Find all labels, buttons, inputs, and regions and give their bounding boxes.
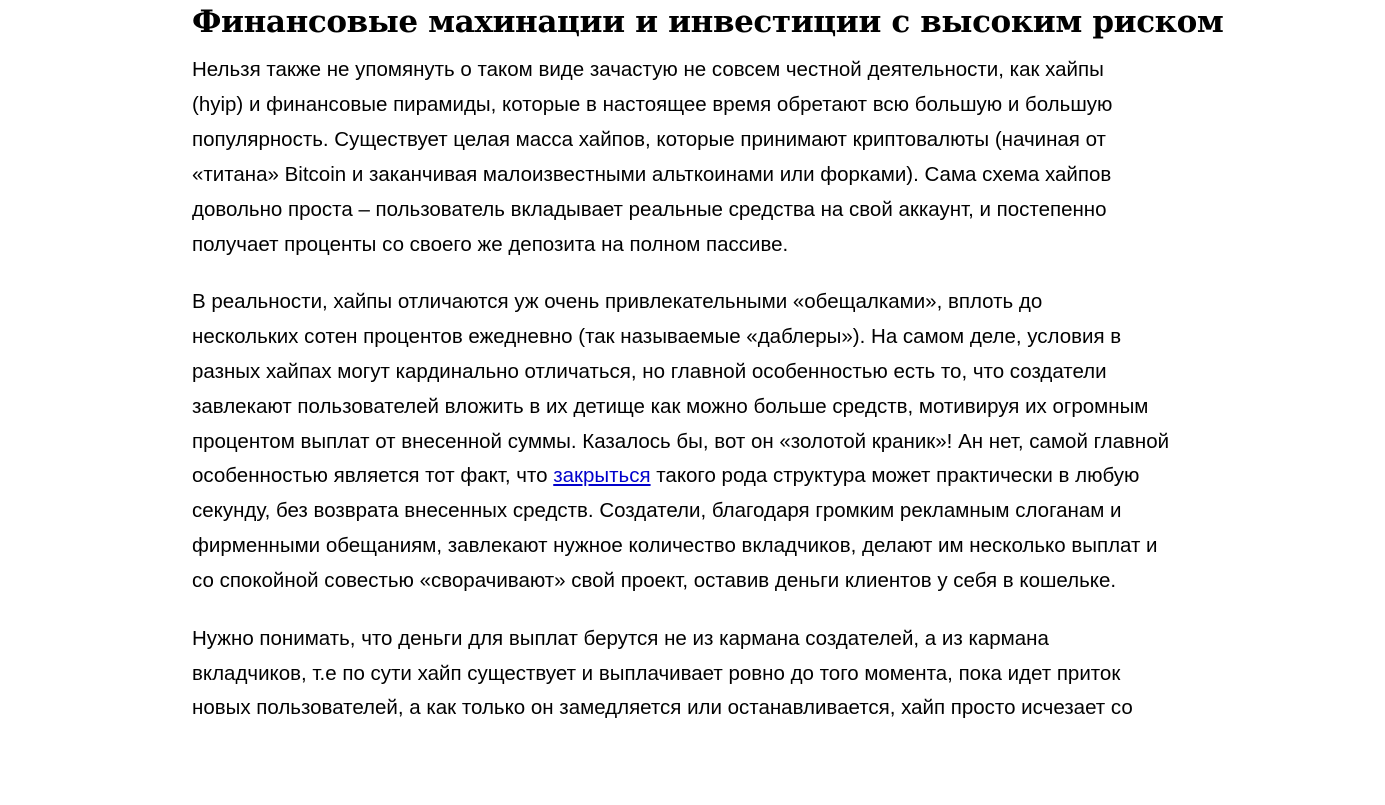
link-line-before: особенностью является тот факт, что	[192, 464, 554, 488]
paragraph-line: вкладчиков, т.е по сути хайп существует и выплачивает ровно до того момента, пока идет приток	[192, 661, 1121, 685]
paragraph-line: процентом выплат от внесенной суммы. Казалось бы, вот он «золотой краник»! Ан нет, самой главной	[192, 429, 1170, 453]
paragraph-line: популярность. Существует целая масса хайпов, которые принимают криптовалюты (начиная от	[192, 127, 1106, 151]
paragraph-line: Нельзя также не упомянуть о таком виде зачастую не совсем честной деятельности, как хайпы	[192, 58, 1104, 81]
paragraph-line: со спокойной совестью «сворачивают» свой проект, оставив деньги клиентов у себя в кошельке.	[192, 569, 1117, 593]
link-line-after: такого рода структура может практически в любую	[650, 464, 1140, 488]
paragraph-line: В реальности, хайпы отличаются уж очень привлекательными «обещалками», вплоть до	[192, 289, 1043, 313]
paragraph-line-with-link	[192, 459, 1302, 494]
paragraph-1	[192, 53, 1302, 262]
document-body	[192, 53, 1302, 726]
paragraph-line: довольно проста – пользователь вкладывает реальные средства на свой аккаунт, и постепенно	[192, 197, 1107, 221]
paragraph-line: получает проценты со своего же депозита на полном пассиве.	[192, 232, 789, 256]
paragraph-3	[192, 622, 1302, 727]
close-link[interactable]: закрыться	[553, 464, 651, 488]
paragraph-line: фирменными обещаниям, завлекают нужное количество вкладчиков, делают им несколько выплат и	[192, 534, 1158, 558]
document-heading: Финансовые махинации и инвестиции с высоким риском	[192, 4, 1224, 40]
paragraph-line: Нужно понимать, что деньги для выплат берутся не из кармана создателей, а из кармана	[192, 626, 1049, 650]
paragraph-line: секунду, без возврата внесенных средств. Создатели, благодаря громким рекламным слоганам и	[192, 499, 1122, 523]
paragraph-line: разных хайпах могут кардинально отличаться, но главной особенностью есть то, что создатели	[192, 359, 1107, 383]
paragraph-line: завлекают пользователей вложить в их детище как можно больше средств, мотивируя их огромным	[192, 394, 1149, 418]
paragraph-line: новых пользователей, а как только он замедляется или останавливается, хайп просто исчезает со	[192, 696, 1133, 720]
paragraph-line: нескольких сотен процентов ежедневно (так называемые «даблеры»). На самом деле, условия в	[192, 324, 1122, 348]
paragraph-line: (hyip) и финансовые пирамиды, которые в настоящее время обретают всю большую и большую	[192, 92, 1113, 116]
paragraph-line: «титана» Bitcoin и заканчивая малоизвестными альткоинами или форками). Сама схема хайпов	[192, 162, 1112, 186]
paragraph-2	[192, 285, 1302, 599]
